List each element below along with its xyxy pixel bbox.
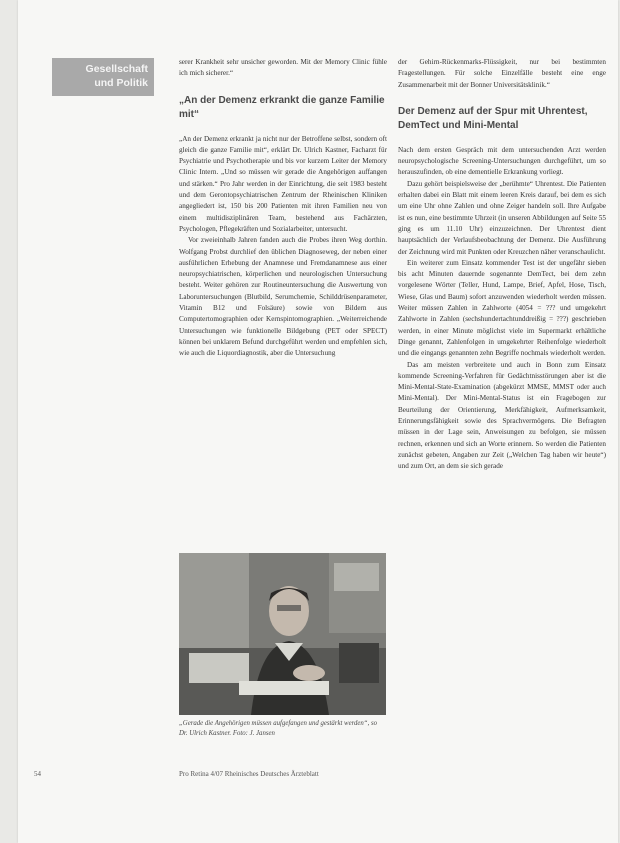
- right-paragraph-2: Dazu gehört beispielsweise der „berühmte“ Uhrentest. Die Patienten erhalten dabei ein Blatt mit einem leeren Kreis darauf, bei dem es sich um eine Uhr ohne Zahlen und ohne Zeiger handeln soll. Ihre Aufgabe ist es nun, eine bestimmte Uhrzeit (in unseren Abbildungen auf Seite 55 ging es um 11.10 Uhr) einzuzeichnen. Der Uhrentest dient hauptsächlich der Verlaufsbeobachtung der Demenz. Die Ausführung der Zeichnung wird mit Punkten oder Kreuzchen näher veranschaulicht.: [398, 179, 606, 256]
- right-paragraph-4: Das am meisten verbreitete und auch in Bonn zum Einsatz kommende Screening-Verfahren für Gedächtnisstörungen aber ist die Mini-Mental-State-Examination (abgekürzt MMSE, MMST oder auch Mini-Mental). Der Mini-Mental-Status ist ein Fragebogen zur Beurteilung der Orientierung, Merkfähigkeit, Aufmerksamkeit, Erinnerungsfähigkeit sowie des Sprachvermögens. Die Befragten müssen in der Lage sein, Anweisungen zu befolgen, sie müssen rechnen, erkennen und sich an Worte erinnern. So werden die Patienten zunächst gebeten, Angaben zur Zeit („Welchen Tag haben wir heute“) und zum Ort, an dem sie sich gerade: [398, 360, 606, 471]
- portrait-photo-image: [179, 553, 386, 715]
- right-column: [398, 57, 606, 473]
- right-intro-paragraph: der Gehirn-Rückenmarks-Flüssigkeit, nur bei bestimmten Fragestellungen. Für solche Einzelfälle besteht eine enge Zusammenarbeit mit der Bonner Universitätsklinik.“: [398, 58, 606, 89]
- right-heading: Der Demenz auf der Spur mit Uhrentest, DemTect und Mini-Mental: [398, 105, 588, 131]
- page-number: 54: [34, 770, 41, 778]
- footer-text: Pro Retina 4/07 Rheinisches Deutsches Ärzteblatt: [179, 770, 319, 778]
- section-label: [52, 58, 154, 96]
- middle-intro-paragraph: serer Krankheit sehr unsicher geworden. Mit der Memory Clinic fühle ich mich sicherer.“: [179, 58, 387, 78]
- section-label-line-2: und Politik: [94, 77, 148, 89]
- right-paragraph-3: Ein weiterer zum Einsatz kommender Test ist der ungefähr sieben bis acht Minuten dauernde sogenannte DemTect, bei dem zehn vorgelesene Wörter (Teller, Hund, Lampe, Brief, Apfel, Hose, Tisch, Wiese, Glas und Baum) sofort anzuwenden wiederholt werden müssen. Weiter müssen Zahlen in Zahlworte (4054 = ??? und umgekehrt Zahlworte in Zahlen (sechshundertachtunddreißig = ???) geschrieben werden, in einer Minute möglichst viele im Supermarkt erhältliche Dinge genannt, Zahlenfolgen in umgekehrter Reihenfolge wiederholt und die eingangs genannten zehn Begriffe nochmals wiederholt werden.: [398, 258, 606, 358]
- photo-caption: „Gerade die Angehörigen müssen aufgefangen und gestärkt werden“, so Dr. Ulrich Kastner. Foto: J. Jansen: [179, 720, 378, 737]
- middle-heading: „An der Demenz erkrankt die ganze Familie mit“: [179, 94, 385, 120]
- section-label-line-1: Gesellschaft: [85, 63, 148, 75]
- middle-paragraph-1: „An der Demenz erkrankt ja nicht nur der Betroffene selbst, sondern oft gleich die ganze Familie mit“, erklärt Dr. Ulrich Kastner, Facharzt für Psychiatrie und Psychotherapie und bis vor kurzem Leiter der Memory Clinic Intern. „Und so müssen wir gerade die Angehörigen auffangen und stärken.“ Pro Jahr werden in der Einrichtung, die seit 1983 besteht und dem Gerontopsychiatrischen Zentrum der Rheinischen Kliniken angegliedert ist, 150 bis 200 Patienten mit ihren Familien neu von einem multidisziplinären Team, bestehend aus Fachärzten, Psychologen, Pflegekräften und Sozialarbeiter, untersucht.: [179, 134, 387, 233]
- middle-column: [179, 57, 387, 360]
- middle-paragraph-2: Vor zweieinhalb Jahren fanden auch die Probes ihren Weg dorthin. Wolfgang Probst durchlief den üblichen Diagnoseweg, der neben einer ausführlichen Erhebung der Anamnese und Fremdanamnese aus einer neuropsychiatrischen, körperlichen und neurologischen Untersuchung besteht. Weiter gehören zur Routineuntersuchung die Auswertung von Laboruntersuchungen (Blutbild, Serumchemie, Schilddrüsenparameter, Vitamin B12 und Folsäure) sowie von Bildern aus Computertomographien oder Kernspintomographien. „Weiterreichende Untersuchungen wie funktionelle Bildgebung (PET oder SPECT) können bei unklarem Befund durchgeführt werden und empfehlen sich, wie auch die Liquordiagnostik, aber die Untersuchung: [179, 236, 387, 358]
- portrait-photo: [179, 553, 386, 715]
- right-paragraph-1: Nach dem ersten Gespräch mit dem untersuchenden Arzt werden neuropsychologische Screening-Untersuchungen durchgeführt, um so herauszufinden, ob eine dementielle Erkrankung vorliegt.: [398, 145, 606, 177]
